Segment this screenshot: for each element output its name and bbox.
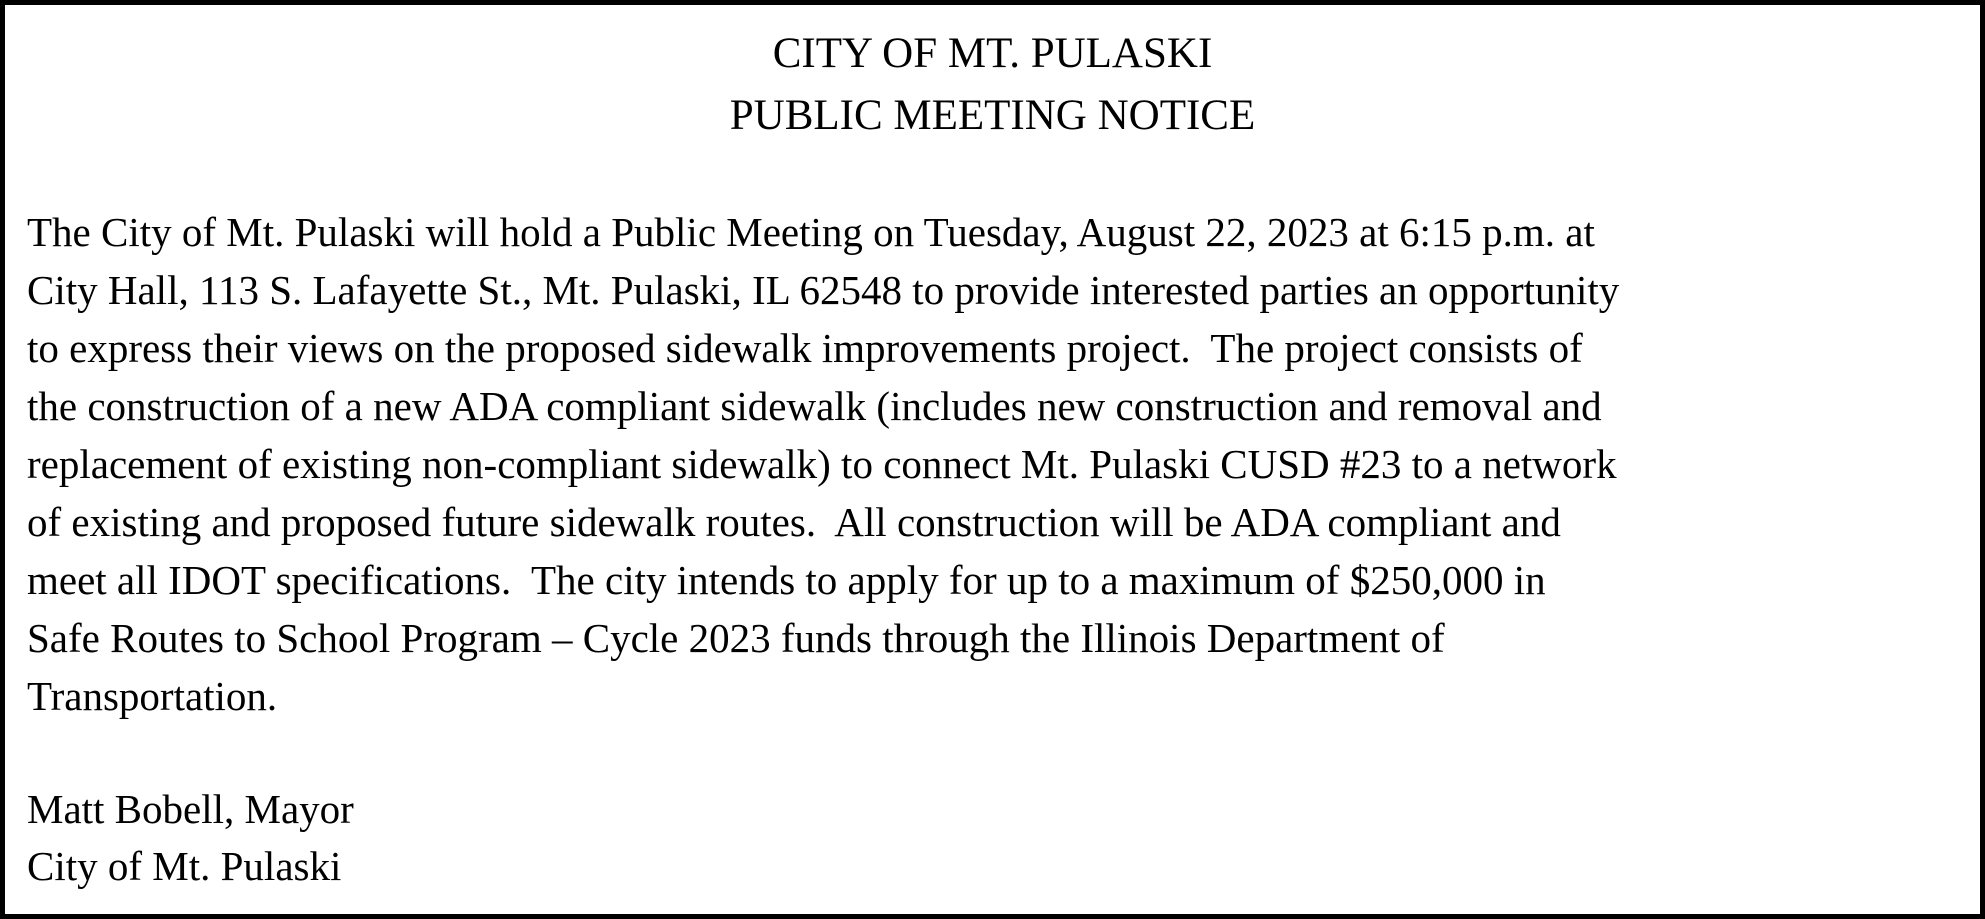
body-line: Safe Routes to School Program – Cycle 2023 funds through the Illinois Department of bbox=[27, 615, 1445, 661]
notice-title bbox=[27, 23, 1958, 147]
body-line: meet all IDOT specifications. The city intends to apply for up to a maximum of $250,000 in bbox=[27, 557, 1546, 603]
body-line: City Hall, 113 S. Lafayette St., Mt. Pulaski, IL 62548 to provide interested parties an opportunity bbox=[27, 267, 1620, 313]
notice-body-paragraph bbox=[27, 203, 1958, 725]
body-line: replacement of existing non-compliant sidewalk) to connect Mt. Pulaski CUSD #23 to a network bbox=[27, 441, 1617, 487]
body-line: the construction of a new ADA compliant sidewalk (includes new construction and removal and bbox=[27, 383, 1602, 429]
signature-organization: City of Mt. Pulaski bbox=[27, 843, 342, 889]
body-line: to express their views on the proposed sidewalk improvements project. The project consists of bbox=[27, 325, 1583, 371]
signature-block bbox=[27, 781, 1958, 895]
body-line: The City of Mt. Pulaski will hold a Public Meeting on Tuesday, August 22, 2023 at 6:15 p.m. at bbox=[27, 209, 1595, 255]
body-line: of existing and proposed future sidewalk routes. All construction will be ADA compliant and bbox=[27, 499, 1561, 545]
signature-name-title: Matt Bobell, Mayor bbox=[27, 786, 354, 832]
notice-title-line-1: CITY OF MT. PULASKI bbox=[772, 30, 1213, 77]
body-line: Transportation. bbox=[27, 673, 278, 719]
notice-title-line-2: PUBLIC MEETING NOTICE bbox=[729, 92, 1256, 139]
